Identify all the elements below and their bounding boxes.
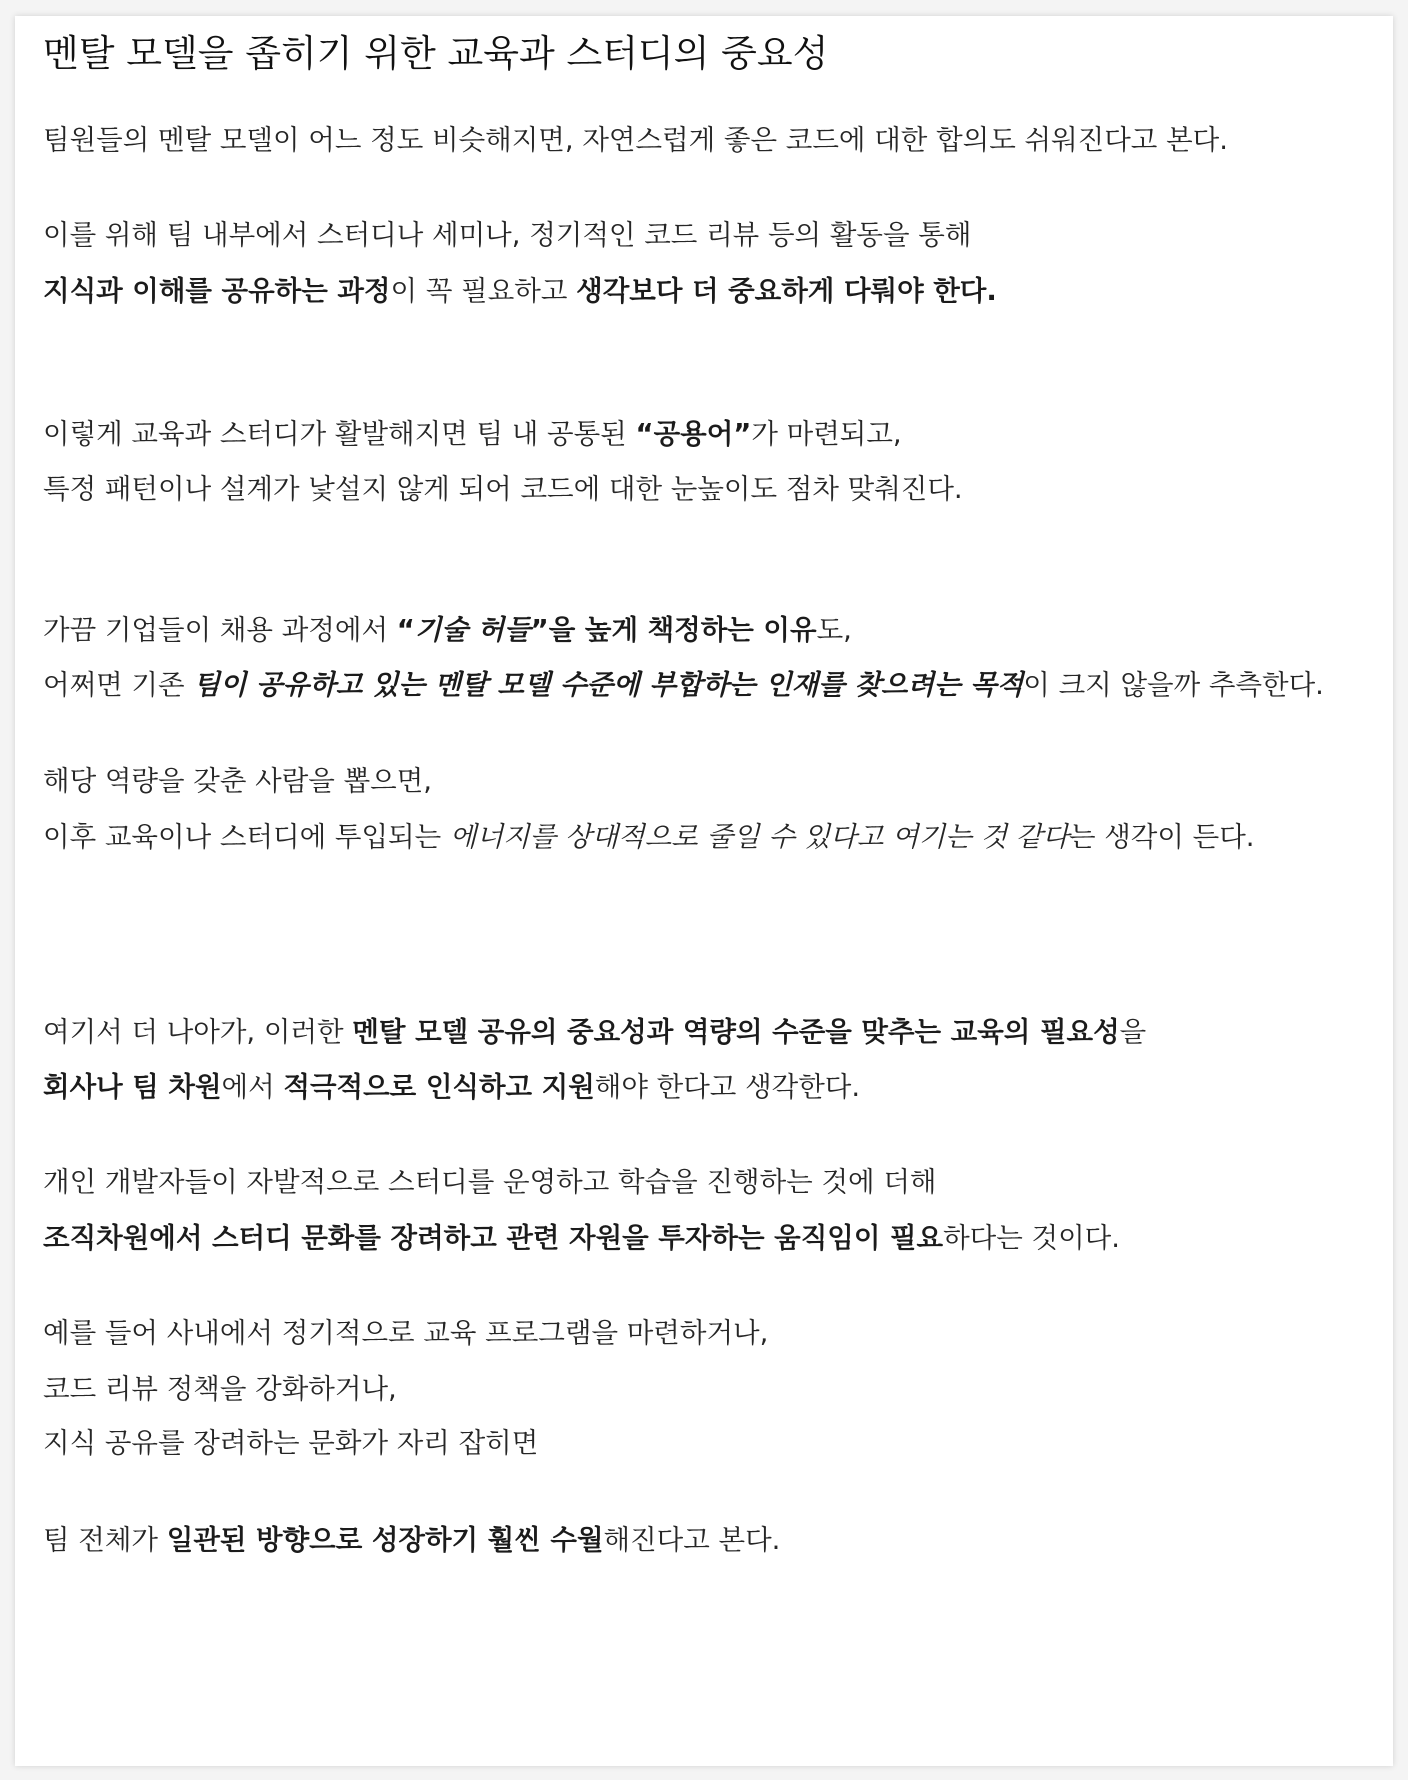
- bold-text: “공용어”: [635, 418, 752, 450]
- paragraph-7-line-1: [43, 1160, 936, 1204]
- paragraph-7-line-2: [43, 1216, 1120, 1260]
- text-run: 해당 역량을 갖춘 사람을 뽑으면,: [43, 765, 433, 797]
- bold-text: “: [396, 614, 415, 646]
- bold-text: 일관된 방향으로 성장하기 훨씬 수월: [166, 1524, 604, 1556]
- text-run: 해진다고 본다.: [603, 1524, 781, 1556]
- text-run: 특정 패턴이나 설계가 낯설지 않게 되어 코드에 대한 눈높이도 점차 맞춰진다.: [43, 473, 963, 505]
- text-run: 이렇게 교육과 스터디가 활발해지면 팀 내 공통된: [43, 418, 636, 450]
- bold-text: 조직차원에서 스터디 문화를 장려하고 관련 자원을 투자하는 움직임이 필요: [43, 1222, 944, 1254]
- paragraph-6-line-1: [43, 1010, 1146, 1054]
- text-run: 코드 리뷰 정책을 강화하거나,: [43, 1373, 397, 1405]
- text-run: 여기서 더 나아가, 이러한: [43, 1016, 353, 1048]
- paragraph-3-line-2: [43, 467, 963, 511]
- text-run: 이 크지 않을까 추측한다.: [1023, 669, 1324, 701]
- bold-text: 적극적으로 인식하고 지원: [283, 1071, 595, 1103]
- paragraph-8-line-2: [43, 1367, 397, 1411]
- bold-italic-text: 팀이 공유하고 있는 멘탈 모델 수준에 부합하는 인재를 찾으려는 목적: [193, 669, 1024, 701]
- bold-text: 생각보다 더 중요하게 다뤄야 한다.: [576, 275, 997, 307]
- text-run: 에서: [221, 1071, 284, 1103]
- text-run: 지식 공유를 장려하는 문화가 자리 잡히면: [43, 1427, 539, 1459]
- bold-text: ”을 높게 책정하는 이유: [530, 614, 817, 646]
- paragraph-4-line-2: [43, 663, 1324, 707]
- article-title: 멘탈 모델을 좁히기 위한 교육과 스터디의 중요성: [43, 32, 829, 75]
- paragraph-9-line-1: [43, 1518, 780, 1562]
- bold-text: 멘탈 모델 공유의 중요성과 역량의 수준을 맞추는 교육의 필요성: [352, 1016, 1120, 1048]
- paragraph-5-line-1: [43, 759, 432, 803]
- paragraph-2-line-1: [43, 213, 971, 257]
- paragraph-8-line-1: [43, 1311, 768, 1355]
- paragraph-2-line-2: [43, 269, 997, 313]
- paragraph-1-line-1: [43, 118, 1228, 162]
- text-run: 을: [1119, 1016, 1147, 1048]
- text-run: 해야 한다고 생각한다.: [594, 1071, 861, 1103]
- text-run: 예를 들어 사내에서 정기적으로 교육 프로그램을 마련하거나,: [43, 1317, 769, 1349]
- bold-italic-text: 기술 허들: [414, 614, 531, 646]
- text-run: 가끔 기업들이 채용 과정에서: [43, 614, 397, 646]
- text-run: 팀원들의 멘탈 모델이 어느 정도 비슷해지면, 자연스럽게 좋은 코드에 대한 합의도 쉬워진다고 본다.: [43, 124, 1228, 156]
- text-run: 하다는 것이다.: [943, 1222, 1120, 1254]
- text-run: 개인 개발자들이 자발적으로 스터디를 운영하고 학습을 진행하는 것에 더해: [43, 1166, 937, 1198]
- text-run: 팀 전체가: [43, 1524, 167, 1556]
- paragraph-4-line-1: [43, 608, 852, 652]
- text-run: 이후 교육이나 스터디에 투입되는: [43, 821, 450, 853]
- text-run: 가 마련되고,: [751, 418, 902, 450]
- text-run: 이 꼭 필요하고: [390, 275, 577, 307]
- text-run: 이를 위해 팀 내부에서 스터디나 세미나, 정기적인 코드 리뷰 등의 활동을 통해: [43, 219, 972, 251]
- italic-text: 에너지를 상대적으로 줄일 수 있다고 여기는 것 같다: [449, 821, 1069, 853]
- paragraph-3-line-1: [43, 412, 902, 456]
- text-run: 어쩌면 기존: [43, 669, 194, 701]
- bold-text: 지식과 이해를 공유하는 과정: [43, 275, 391, 307]
- text-run: 는 생각이 든다.: [1068, 821, 1255, 853]
- paragraph-5-line-2: [43, 815, 1255, 859]
- text-run: 도,: [816, 614, 852, 646]
- paragraph-6-line-2: [43, 1065, 860, 1109]
- bold-text: 회사나 팀 차원: [43, 1071, 222, 1103]
- article-card: [15, 16, 1393, 1766]
- paragraph-8-line-3: [43, 1421, 538, 1465]
